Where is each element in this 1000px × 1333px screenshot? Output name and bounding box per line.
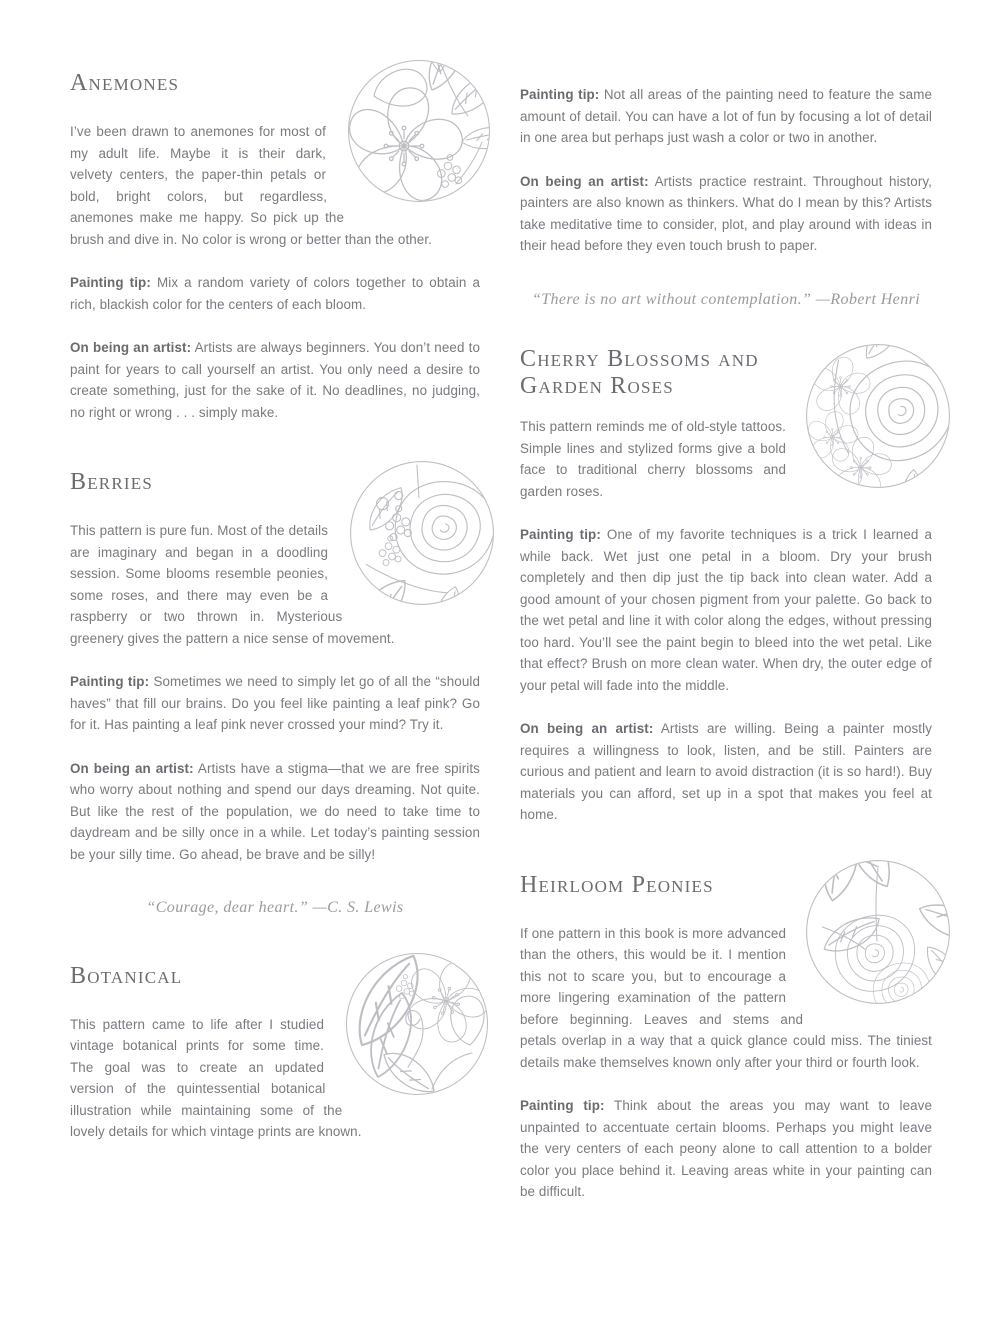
painting-tip-label: Painting tip: <box>520 1098 605 1113</box>
botanical-intro-paragraph: This pattern came to life after I studied vintage botanical prints for some time. The goal was to create an updated version of the quintessential botanical illustration while maintaining some of the lovely details for which vintage prints are known. <box>70 1016 362 1139</box>
continuation-on-being-artist <box>520 171 932 257</box>
painting-tip-label: Painting tip: <box>520 87 600 102</box>
heirloom-peonies-illustration <box>802 856 954 1008</box>
lewis-quote: “Courage, dear heart.” —C. S. Lewis <box>146 899 404 916</box>
left-column <box>70 70 480 1143</box>
heirloom-painting-tip <box>520 1095 932 1203</box>
berries-painting-tip <box>70 671 480 736</box>
berries-intro-paragraph: This pattern is pure fun. Most of the details are imaginary and began in a doodling session. Some blooms resemble peonies, some roses, and there may even be a raspberry or two thrown in. Mysterious greenery gives the pattern a nice sense of movement. <box>70 523 395 646</box>
illustration-rim <box>349 61 490 202</box>
berries-title: Berries <box>70 469 153 495</box>
berries-illustration <box>346 457 498 609</box>
cherry-painting-tip <box>520 524 932 696</box>
painting-tip-text: Think about the areas you may want to leave unpainted to accentuate certain blooms. Perhaps you might leave the very centers of each peony alone to call attention to a bolder color you place behind it. Leaving areas white in your painting can be difficult. <box>520 1098 933 1199</box>
anemones-intro-paragraph: I’ve been drawn to anemones for most of my adult life. Maybe it is their dark, velvety centers, the paper-thin petals or bold, bright colors, but regardless, anemones make me happy. So pick up the brush and dive in. No color is wrong or better than the other. <box>70 124 432 247</box>
illustration-rim <box>807 860 950 1003</box>
on-being-artist-label: On being an artist: <box>70 760 194 776</box>
cherry-blossoms-intro-paragraph: This pattern reminds me of old-style tattoos. Simple lines and stylized forms give a bold face to traditional cherry blossoms and garden roses. <box>520 419 786 499</box>
painting-tip-text: Not all areas of the painting need to feature the same amount of detail. You can have a lot of fun by focusing a lot of detail in one area but perhaps just wash a color or two in another. <box>520 87 933 145</box>
painting-tip-label: Painting tip: <box>70 674 150 689</box>
on-being-artist-text: Artists are willing. Being a painter mostly requires a willingness to look, listen, and be still. Painters are curious and patient and learn to avoid distraction (it is so hard!). Buy materials you can afford, set up in a spot that makes you feel at home. <box>520 721 932 822</box>
right-column <box>520 84 932 1203</box>
painting-tip-text: One of my favorite techniques is a trick I learned a while back. Wet just one petal in a bloom. Dry your brush completely and then dip just the tip back into clean water. Add a good amount of your chosen pigment from your palette. Go back to the wet petal and line it with color along the edges, without pressing too hard. You’ll see the paint begin to bleed into the wet petal. Like that effect? Brush on more clean water. When dry, the outer edge of your petal will fade into the middle. <box>520 527 932 693</box>
heirloom-intro-paragraph: If one pattern in this book is more advanced than the others, this would be it. I mention this not to scare you, but to encourage a more lingering examination of the pattern before beginning. Leaves and stems and petals overlap in a way that a quick glance could miss. The tiniest details make themselves known only after your third or fourth look. <box>520 925 932 1070</box>
anemones-on-being-artist <box>70 337 480 423</box>
continuation-painting-tip <box>520 84 932 149</box>
section-berries <box>70 469 480 649</box>
on-being-artist-label: On being an artist: <box>520 173 649 189</box>
on-being-artist-text: Artists are always beginners. You don’t need to paint for years to call yourself an artist. You only need a desire to create something, just for the sake of it. No deadlines, no judging, no right or wrong . . . simply make. <box>70 340 480 420</box>
section-cherry-blossoms <box>520 346 932 502</box>
section-botanical <box>70 963 480 1143</box>
anemones-title: Anemones <box>70 70 180 96</box>
henri-quote: “There is no art without contemplation.” —Robert Henri <box>531 290 921 308</box>
painting-tip-text: Sometimes we need to simply let go of all the “should haves” that fill our brains. Do you feel like painting a leaf pink? Go for it. Has painting a leaf pink never crossed your mind? Try it. <box>70 674 480 732</box>
cherry-blossoms-illustration <box>802 340 954 492</box>
anemones-illustration <box>344 56 494 206</box>
painting-tip-text: Mix a random variety of colors together to obtain a rich, blackish color for the centers of each bloom. <box>70 275 481 312</box>
section-anemones <box>70 70 480 250</box>
anemones-painting-tip <box>70 272 480 315</box>
painting-tip-label: Painting tip: <box>70 275 151 290</box>
cherry-on-being-artist <box>520 718 932 826</box>
berries-on-being-artist <box>70 758 480 866</box>
cherry-blossoms-title: Cherry Blossoms and Garden Roses <box>520 346 759 399</box>
on-being-artist-text: Artists have a stigma—that we are free spirits who worry about nothing and spend our days dreaming. Not quite. But like the rest of the population, we do need to take time to daydream and be silly once in a while. Let today’s painting session be your silly time. Go ahead, be brave and be silly! <box>70 760 480 862</box>
botanical-title: Botanical <box>70 962 183 989</box>
heirloom-peonies-title: Heirloom Peonies <box>520 871 714 898</box>
on-being-artist-label: On being an artist: <box>70 340 192 355</box>
botanical-illustration <box>342 949 492 1099</box>
painting-tip-label: Painting tip: <box>520 527 601 542</box>
section-heirloom-peonies <box>520 872 932 1074</box>
on-being-artist-label: On being an artist: <box>520 721 654 736</box>
on-being-artist-text: Artists practice restraint. Throughout history, painters are also known as thinkers. What do I mean by this? Artists take meditative time to consider, plot, and play around with ideas in their head before they even touch brush to paper. <box>520 173 932 253</box>
